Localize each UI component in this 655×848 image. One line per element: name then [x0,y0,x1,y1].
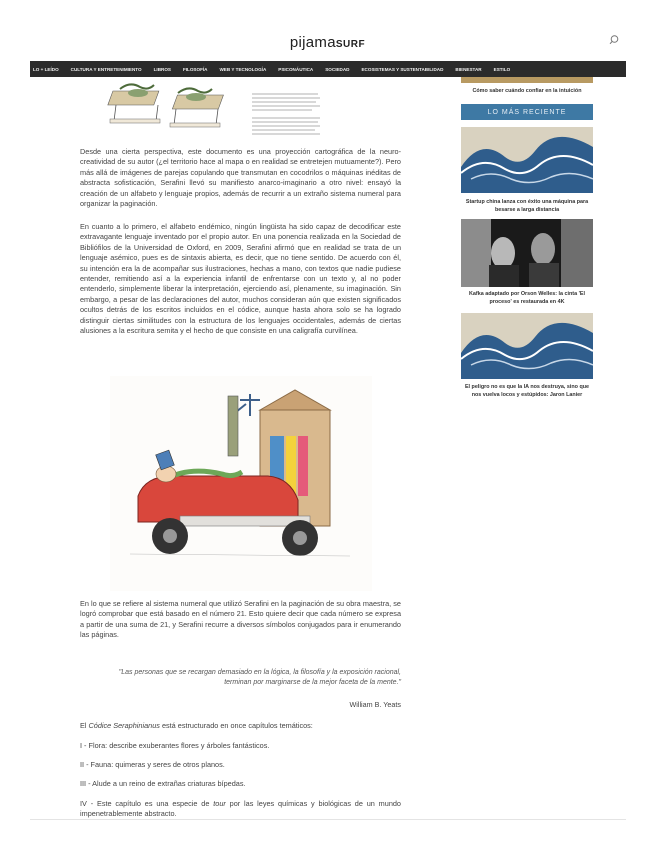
yeats-quote: "Las personas que se recargan demasiado en la lógica, la filosofía y la exposición racional, terminan por marginarse de la mejor faceta de la mente." [118,669,401,687]
codex-car-illustration [110,376,372,591]
chapter-2: II - Fauna: quimeras y seres de otros planos. [80,760,225,769]
nav-item-filosofia[interactable]: FILOSOFÍA [182,66,208,72]
chapter-3: III - Alude a un reino de extrañas criaturas bípedas. [80,779,246,788]
chapter-4-em: tour [213,799,226,808]
nav-item-lo-mas-leido[interactable]: LO + LEÍDO [33,66,59,72]
page-bottom-divider [30,819,626,820]
chapter-4-pre: IV - Este capítulo es una especie de [80,799,214,808]
quote-author: William B. Yeats [349,700,401,709]
codex-intro-post: está estructurado en once capítulos temáticos: [159,721,313,730]
nav-item-sociedad[interactable]: SOCIEDAD [325,66,350,72]
thumb-wave-1[interactable] [461,127,593,193]
top-thumb-strip[interactable] [461,77,593,83]
nav-item-bienestar[interactable]: BIENESTAR [455,66,482,72]
nav-item-ecosistemas[interactable]: ECOSISTEMAS Y SUSTENTABILIDAD [361,66,444,72]
paragraph-2: En cuanto a lo primero, el alfabeto endémico, ningún lingüista ha sido capaz de decodificar este extravagante lenguaje inventado por el propio autor. En una ponencia realizada en la Sociedad de Bibliófilos de la Universidad de Oxford, en 2009, Serafini afirmó que en realidad se trata de un lenguaje asémico, pues es de sintaxis abierta, es decir, que no tiene sentido. De acuerdo con él, su intención era la de acompañar sus ilustraciones, hechas a mano, con textos que nadie pudiese entender, remitiendo así a la experiencia infantil de enfrentarse con un texto y, al no poder entenderlo, simplemente liberar la interpretación, ejerciendo así, plenamente, su imaginación. Sin embargo, a pesar de las declaraciones del autor, muchos consideran aún que existen significados ocultos detrás de los escritos incluidos en el códice, aunque hasta ahora solo se ha logrado distinguir ciertas similitudes con la estructura de los lenguajes occidentales, además de ciertas alusiones a la escritura semita y el hecho de que consiste en una caligrafía curvilínea. [80,222,401,336]
logo-bold-text: SURF [335,39,366,50]
paragraph-3: En lo que se refiere al sistema numeral que utilizó Serafini en la paginación de su obra maestra, se logró comprobar que está basado en el número 21. Esto quiere decir que cada número se expresa a partir de una suma de 21, y Serafini recurre a diversos símbolos conjugados para ir enumerando las páginas. [80,599,401,640]
codex-page-illustration [80,77,401,141]
nav-item-libros[interactable]: LIBROS [153,66,171,72]
logo-light-text: pijama [289,34,336,51]
codex-title: Códice Seraphinianus [88,721,160,730]
chapter-1: I - Flora: describe exuberantes flores y árboles fantásticos. [80,741,270,750]
sidebar-item-1-caption[interactable]: Startup china lanza con éxito una máquina para besarse a larga distancia [465,199,589,213]
lo-mas-reciente-header: LO MÁS RECIENTE [461,104,593,120]
codex-intro-pre: El [80,721,89,730]
codex-intro [80,721,401,731]
paragraph-1: Desde una cierta perspectiva, este documento es una proyección cartográfica de la neuro-creatividad de su autor (¿el territorio hace al mapa o en realidad se entretejen mutuamente?). Pero más allá de imágenes de parejas copulando que transmutan en cocodrilos o máquinas inéditas de abstracta sofisticación, Serafini llevó su manifiesto anarco-imaginario a otro nivel: ensayó la creación de un alfabeto y lenguaje propios, además de recurrir a un extraño sistema numeral para organizar la paginación. [80,147,401,209]
thumb-wave-2[interactable] [461,313,593,379]
site-logo[interactable] [0,34,655,51]
nav-item-estilo[interactable]: ESTILO [493,66,511,72]
chapter-4-post: por las leyes químicas y biológicas de un mundo impenetrablemente abstracto. [80,799,401,819]
nav-item-web-tecnologia[interactable]: WEB Y TECNOLOGÍA [219,66,267,72]
main-nav [30,61,626,77]
thumb-film-still[interactable] [461,219,593,287]
nav-item-psiconautica[interactable]: PSICONÁUTICA [278,66,314,72]
sidebar-item-3-caption[interactable]: El peligro no es que la IA nos destruya, sino que nos vuelva locos y estúpidos: Jaron Lanier [464,384,590,398]
search-icon[interactable] [608,34,620,46]
sidebar-top-caption[interactable]: Cómo saber cuándo confiar en la intuición [472,88,582,94]
sidebar-item-2-caption[interactable]: Kafka adaptado por Orson Welles: la cinta 'El proceso' es restaurada en 4K [469,291,585,305]
nav-item-cultura[interactable]: CULTURA Y ENTRETENIMIENTO [70,66,142,72]
chapter-4 [80,799,401,820]
